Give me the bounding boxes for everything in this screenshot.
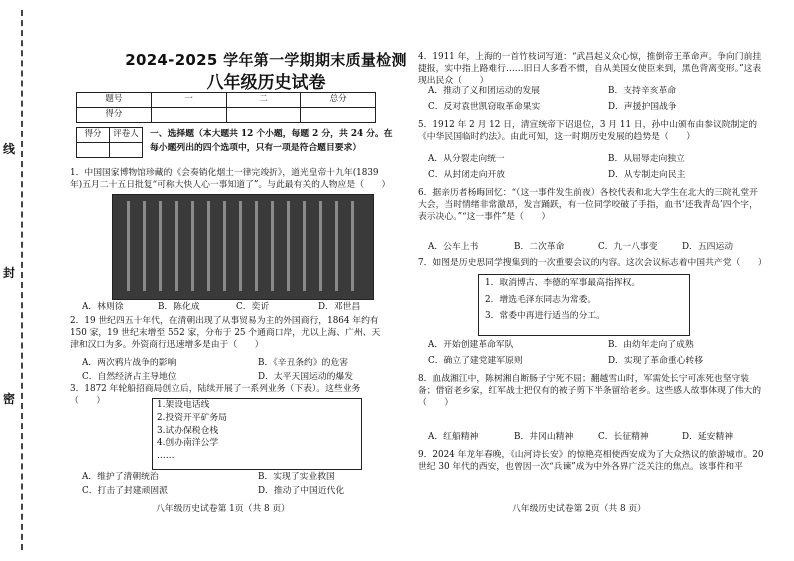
q7-item-3: 3．常委中再进行适当的分工。 [485,311,605,322]
score-row-label: 得分 [77,108,152,123]
question-8-text: 8．血战湘江中，陈树湘自断肠子宁死不屈；翻越雪山时，军需处长宁可冻死也坚守装备；借宿老乡家，红军战士把仅有的被子剪下半条留给老乡。这些感人故事体现了伟大的（ ） [418,374,762,408]
q1-option-b[interactable]: B．陈化成 [158,302,200,312]
q7-option-a[interactable]: A．开始创建革命军队 [428,340,514,350]
score-cell-part1[interactable] [151,108,226,123]
q8-option-d[interactable]: D．延安精神 [682,432,734,442]
score-cell-part2[interactable] [226,108,301,123]
q6-option-d[interactable]: D．五四运动 [682,242,734,252]
q8-option-b[interactable]: B．井冈山精神 [514,432,574,442]
page-2 [418,0,767,561]
page-1-footer: 八年级历史试卷第 1页（共 8 页） [156,504,290,514]
q3-item-3: 3.试办保税仓栈 [157,425,219,436]
q2-option-a[interactable]: A．两次鸦片战争的影响 [82,358,177,368]
q5-option-b[interactable]: B．从屈辱走向独立 [608,154,685,164]
q3-option-d[interactable]: D．推动了中国近代化 [258,486,345,496]
question-1-text: 1．中国国家博物馆珍藏的《会奏销化烟土一律完竣折》，道光皇帝十九年(1839 年)五月二十五日批复“可称大快人心一事知道了”。与此最有关的人物应是（ ） [70,168,391,190]
q3-item-4: 4.创办南洋公学 [157,438,219,449]
q7-option-d[interactable]: D．实现了革命重心转移 [608,356,704,366]
grader-score-label: 得分 [77,128,110,143]
binding-mark-secret: 密 [3,392,16,406]
question-3-text: 3．1872 年轮船招商局创立后，陆续开展了一系列业务（下表）。这些业务（ ） [70,384,361,406]
binding-strip [0,0,34,561]
q2-option-d[interactable]: D．太平天国运动的爆发 [258,372,354,382]
binding-dashed-line [21,10,23,550]
exam-title: 2024-2025 学年第一学期期末质量检测 [125,51,407,69]
q3-item-2: 2.投资开平矿务局 [157,412,227,423]
q4-option-d[interactable]: D．声援护国战争 [608,102,677,112]
q3-business-table [152,398,362,470]
q7-item-1: 1．取消博古、李德的军事最高指挥权。 [485,278,641,288]
memorial-document-image [112,194,374,300]
binding-mark-line: 线 [3,142,16,156]
q3-item-1: 1.架设电话线 [157,400,210,410]
q2-option-b[interactable]: B．《辛丑条约》的危害 [258,358,349,368]
q3-option-c[interactable]: C．打击了封建顽固派 [82,486,168,496]
q1-option-d[interactable]: D．邓世昌 [318,302,361,312]
grader-table [76,127,143,158]
page-2-footer: 八年级历史试卷第 2页（共 8 页） [512,504,646,514]
q8-option-c[interactable]: C．长征精神 [598,432,649,442]
grader-name-cell[interactable] [110,143,143,158]
q8-option-a[interactable]: A．红船精神 [428,432,479,442]
q1-option-c[interactable]: C．奕䜣 [236,302,270,312]
q3-option-a[interactable]: A．维护了清朝统治 [82,472,159,482]
grader-name-label: 评卷人 [110,128,143,143]
score-header-total: 总分 [301,93,376,108]
section-1-heading: 一、选择题（本大题共 12 个小题，每题 2 分，共 24 分。在每小题列出的四个选项中，只有一项是符合题目要求） [150,129,393,153]
score-header-part1: 一 [151,93,226,108]
q6-option-c[interactable]: C．九一八事变 [598,242,658,252]
question-2-text: 2．19 世纪四五十年代，在清朝出现了从事贸易为主的外国商行，1864 年约有 150 家，19 世纪末增至 552 家，分布于 25 个通商口岸，尤以上海、广州、天津和汉口为多。外资商行迅速增多是由于（ ） [70,316,381,350]
question-5-text: 5．1912 年 2 月 12 日，清宣统帝下诏退位，3 月 11 日，孙中山颁布由参议院制定的《中华民国临时约法》。由此可知，这一时期历史发展的趋势是（ ） [418,120,758,142]
q2-option-c[interactable]: C．自然经济占主导地位 [82,372,177,382]
question-7-text: 7．如图是历史思同学搜集到的一次重要会议的内容。这次会议标志着中国共产党（ ） [418,258,767,268]
q3-option-b[interactable]: B．实现了实业救国 [258,472,335,482]
q7-option-c[interactable]: C．确立了建党建军原则 [428,356,523,366]
q3-item-ellipsis: …… [157,451,175,461]
q1-option-a[interactable]: A．林则徐 [82,302,124,312]
q5-option-a[interactable]: A．从分裂走向统一 [428,154,505,164]
question-6-text: 6．据亲历者杨晦回忆：“（这一事件发生前夜）各校代表和北大学生在北大的三院礼堂开大会，当时情绪非常激昂，发言踊跃，有一位同学咬破了手指，血书‘还我青岛’四个字，表示决心。”“这一事件”是（ ） [418,188,758,222]
q6-option-a[interactable]: A．公车上书 [428,242,479,252]
score-cell-total[interactable] [301,108,376,123]
page-1 [40,0,407,561]
question-9-text: 9．2024 年龙年春晚，《山河诗长安》的惊艳亮相使西安成为了大众热议的旅游城市。20 世纪 30 年代的西安，也曾因一次“兵谏”成为中外各界广泛关注的焦点。该事件和平 [418,450,764,472]
score-header-number: 题号 [77,93,152,108]
q7-meeting-box [478,274,690,336]
q7-option-b[interactable]: B．由幼年走向了成熟 [608,340,694,350]
q4-option-c[interactable]: C．反对袁世凯窃取革命果实 [428,102,541,112]
q6-option-b[interactable]: B．二次革命 [514,242,565,252]
score-table [76,92,376,123]
q4-option-a[interactable]: A．推动了义和团运动的发展 [428,86,540,96]
grader-score-cell[interactable] [77,143,110,158]
score-header-part2: 二 [226,93,301,108]
q5-option-c[interactable]: C．从封闭走向开放 [428,170,506,180]
binding-mark-seal: 封 [3,266,16,280]
q7-item-2: 2．增选毛泽东同志为常委。 [485,294,597,305]
q5-option-d[interactable]: D．从专制走向民主 [608,170,686,180]
question-4-text: 4．1911 年，上海的一首竹枝词写道：“武昌起义众心惊，推倒帝王革命声。争向门前挂捷报，实中指上路难行……旧日人多看不惯，自从美国女使臣来到，黑色背离变形。”这表现出民众（ ） [418,52,762,86]
exam-subtitle: 八年级历史试卷 [206,73,326,93]
q4-option-b[interactable]: B．支持辛亥革命 [608,86,677,96]
